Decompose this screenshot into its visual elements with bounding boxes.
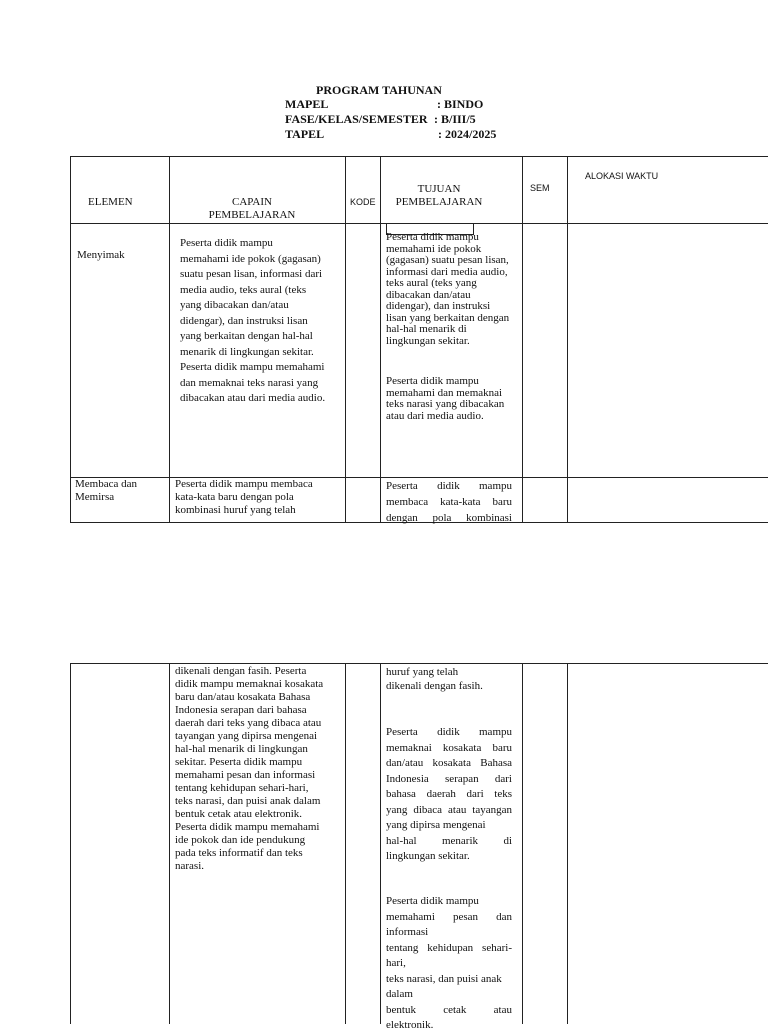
page2-tujuan-line: memahami pesan dan	[386, 910, 512, 923]
page2-tujuan-line: Indonesia serapan dari	[386, 772, 512, 785]
header-elemen: ELEMEN	[88, 196, 133, 208]
row1-capain: Peserta didik mampu memahami ide pokok (gagasan) suatu pesan lisan, informasi dari media audio, teks aural (teks yang dibacakan dan/atau didengar), dan instruksi lisan yang berkaitan dengan hal-hal menarik di lingkungan sekitar. Peserta didik mampu memahami dan memaknai teks narasi yang dibacakan atau dari media audio.	[180, 237, 326, 404]
page2-tujuan-line: memaknai kosakata baru	[386, 741, 512, 754]
page2-tujuan-line: tentang kehidupan sehari-	[386, 941, 512, 954]
page2-tujuan-line: hari,	[386, 957, 406, 969]
meta-fase-label: FASE/KELAS/SEMESTER	[285, 112, 428, 126]
header-alokasi: ALOKASI WAKTU	[585, 171, 659, 181]
row2-tujuan	[386, 478, 512, 526]
header-sem: SEM	[530, 183, 550, 193]
meta-mapel-value: : BINDO	[437, 97, 484, 111]
page2-tujuan-line: yang dipirsa mengenai	[386, 819, 486, 831]
row1-tujuan-1: Peserta didik mampu memahami ide pokok (gagasan) suatu pesan lisan, informasi dari media audio, teks aural (teks yang dibacakan dan/atau didengar), dan instruksi lisan yang berkaitan dengan hal-hal menarik di lingkungan sekitar.	[386, 231, 510, 347]
meta-fase-value: : B/III/5	[434, 112, 476, 126]
row1-elemen: Menyimak	[77, 249, 125, 261]
page2-tujuan-line: dan/atau kosakata Bahasa	[386, 757, 512, 769]
header-kode: KODE	[350, 197, 376, 207]
page2-tujuan-line: Peserta didik mampu	[386, 895, 479, 907]
row1-tujuan-2: Peserta didik mampu memahami dan memaknai teks narasi yang dibacakan atau dari media audio.	[386, 375, 505, 422]
page2-tujuan-line: elektronik.	[386, 1019, 434, 1031]
page2-tujuan-2	[386, 725, 512, 865]
meta-mapel-label: MAPEL	[285, 97, 329, 111]
row2-elemen: Membaca dan Memirsa	[75, 478, 137, 503]
page2-tujuan-line: informasi	[386, 926, 429, 938]
page2-tujuan-line: bentuk cetak atau	[386, 1003, 512, 1016]
page2-tujuan-line: teks narasi, dan puisi anak	[386, 972, 502, 985]
page2-tujuan-3	[386, 894, 512, 1034]
row2-capain: Peserta didik mampu membaca kata-kata baru dengan pola kombinasi huruf yang telah	[175, 478, 313, 516]
page2-tujuan-line: hal-hal menarik di	[386, 834, 512, 847]
meta-tapel-value: : 2024/2025	[438, 127, 497, 141]
page2-tujuan-1: huruf yang telah dikenali dengan fasih.	[386, 666, 483, 692]
page2-tujuan-line: dalam	[386, 988, 413, 1000]
page2-capain: dikenali dengan fasih. Peserta didik mampu memaknai kosakata baru dan/atau kosakata Bahasa Indonesia serapan dari bahasa daerah dari teks yang dibaca atau tayangan yang dipirsa mengenai hal-hal menarik di lingkungan sekitar. Peserta didik mampu memahami pesan dan informasi tentang kehidupan sehari-hari, teks narasi, dan puisi anak dalam bentuk cetak atau elektronik. Peserta didik mampu memahami ide pokok dan ide pendukung pada teks informatif dan teks narasi.	[175, 665, 324, 872]
row2-tujuan-line: Peserta didik mampu	[386, 480, 512, 492]
page2-tujuan-line: bahasa daerah dari teks	[386, 788, 512, 800]
meta-tapel-label: TAPEL	[285, 127, 325, 141]
row2-tujuan-line: membaca kata-kata baru	[386, 496, 512, 508]
header-tujuan: TUJUAN PEMBELAJARAN	[395, 183, 483, 208]
page2-tujuan-line: yang dibaca atau tayangan	[386, 803, 512, 816]
page2-tujuan-line: lingkungan sekitar.	[386, 850, 470, 862]
page2-tujuan-line: Peserta didik mampu	[386, 726, 512, 738]
header-capain: CAPAIN PEMBELAJARAN	[208, 196, 296, 221]
row2-tujuan-line: dengan pola kombinasi	[386, 512, 512, 524]
doc-title: PROGRAM TAHUNAN	[316, 83, 442, 97]
